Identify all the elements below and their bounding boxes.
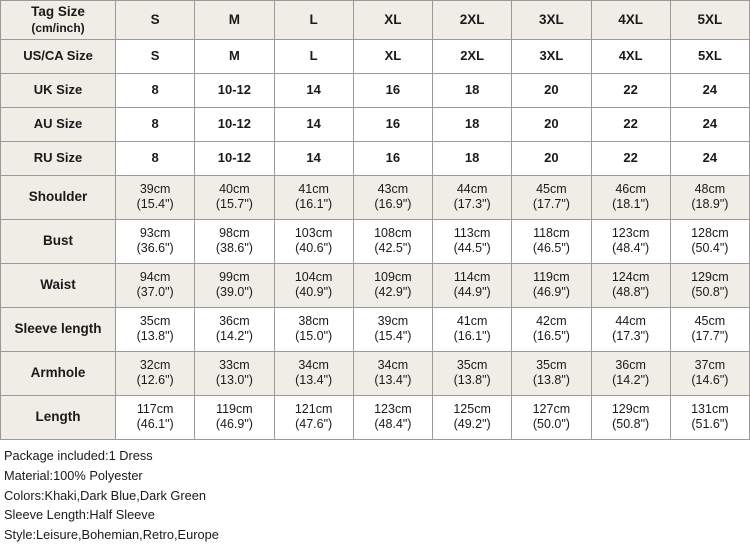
row-header-au-size: AU Size bbox=[1, 107, 116, 141]
value-cm: 123cm bbox=[611, 225, 650, 240]
value-cm: 123cm bbox=[374, 401, 412, 416]
row-header-length: Length bbox=[1, 395, 116, 439]
cell bbox=[195, 307, 274, 351]
value-cm: 39cm bbox=[377, 313, 409, 328]
cell: 20 bbox=[512, 141, 591, 175]
value-inch: (17.7") bbox=[691, 329, 729, 344]
cell bbox=[670, 219, 749, 263]
table-row bbox=[1, 395, 750, 439]
value-inch: (48.4") bbox=[374, 417, 412, 432]
cell bbox=[116, 395, 195, 439]
cell bbox=[353, 395, 432, 439]
value-inch: (36.6") bbox=[136, 241, 174, 256]
value-inch: (38.6") bbox=[215, 241, 253, 256]
value-cm: 119cm bbox=[533, 269, 570, 284]
cell bbox=[195, 351, 274, 395]
cell bbox=[591, 263, 670, 307]
row-header-shoulder: Shoulder bbox=[1, 175, 116, 219]
cell: 20 bbox=[512, 73, 591, 107]
cell bbox=[512, 263, 591, 307]
value-inch: (16.9") bbox=[374, 197, 412, 212]
value-cm: 117cm bbox=[136, 401, 174, 416]
row-header-ru-size: RU Size bbox=[1, 141, 116, 175]
cell: 3XL bbox=[512, 39, 591, 73]
value-inch: (15.0") bbox=[295, 329, 333, 344]
value-cm: 48cm bbox=[694, 181, 726, 196]
row-header-waist: Waist bbox=[1, 263, 116, 307]
cell bbox=[274, 395, 353, 439]
table-row bbox=[1, 351, 750, 395]
value-cm: 119cm bbox=[216, 401, 253, 416]
cell: 5XL bbox=[670, 1, 749, 40]
cell: 18 bbox=[433, 107, 512, 141]
value-inch: (50.4") bbox=[691, 241, 729, 256]
value-inch: (15.4") bbox=[374, 329, 412, 344]
value-inch: (14.2") bbox=[215, 329, 253, 344]
cell bbox=[195, 395, 274, 439]
cell bbox=[274, 307, 353, 351]
value-cm: 103cm bbox=[294, 225, 333, 240]
cell bbox=[353, 307, 432, 351]
cell bbox=[274, 175, 353, 219]
value-inch: (17.3") bbox=[453, 197, 491, 212]
cell bbox=[195, 219, 274, 263]
cell bbox=[116, 263, 195, 307]
value-inch: (16.5") bbox=[532, 329, 570, 344]
cell: S bbox=[116, 1, 195, 40]
value-inch: (50.8") bbox=[691, 285, 729, 300]
value-cm: 104cm bbox=[294, 269, 333, 284]
row-header-us-ca-size: US/CA Size bbox=[1, 39, 116, 73]
cell: S bbox=[116, 39, 195, 73]
value-inch: (40.6") bbox=[295, 241, 333, 256]
value-inch: (13.4") bbox=[374, 373, 412, 388]
value-inch: (46.5") bbox=[532, 241, 570, 256]
cell bbox=[116, 219, 195, 263]
cell: 16 bbox=[353, 107, 432, 141]
cell bbox=[195, 175, 274, 219]
cell: L bbox=[274, 1, 353, 40]
value-cm: 93cm bbox=[139, 225, 171, 240]
row-header-bust: Bust bbox=[1, 219, 116, 263]
cell bbox=[433, 351, 512, 395]
value-cm: 34cm bbox=[298, 357, 329, 372]
value-inch: (17.7") bbox=[532, 197, 570, 212]
cell bbox=[591, 219, 670, 263]
value-inch: (42.9") bbox=[374, 285, 412, 300]
cell bbox=[512, 307, 591, 351]
cell: 4XL bbox=[591, 1, 670, 40]
cell: M bbox=[195, 1, 274, 40]
value-cm: 34cm bbox=[377, 357, 409, 372]
cell: 14 bbox=[274, 73, 353, 107]
value-inch: (46.9") bbox=[532, 285, 570, 300]
note-colors: Colors:Khaki,Dark Blue,Dark Green bbox=[4, 487, 206, 503]
value-cm: 43cm bbox=[377, 181, 409, 196]
value-inch: (46.9") bbox=[215, 417, 253, 432]
note-material: Material:100% Polyester bbox=[4, 467, 143, 483]
cell: 3XL bbox=[512, 1, 591, 40]
value-inch: (50.0") bbox=[532, 417, 570, 432]
cell bbox=[512, 219, 591, 263]
value-inch: (48.4") bbox=[612, 241, 650, 256]
value-cm: 32cm bbox=[139, 357, 171, 372]
value-cm: 40cm bbox=[219, 181, 250, 196]
value-inch: (15.4") bbox=[136, 197, 174, 212]
cell bbox=[591, 351, 670, 395]
value-cm: 127cm bbox=[532, 401, 571, 416]
cell bbox=[433, 219, 512, 263]
cell: 2XL bbox=[433, 39, 512, 73]
cell: 16 bbox=[353, 73, 432, 107]
value-inch: (39.0") bbox=[215, 285, 253, 300]
product-details-notes bbox=[0, 440, 750, 545]
cell: 4XL bbox=[591, 39, 670, 73]
cell: 22 bbox=[591, 141, 670, 175]
value-cm: 129cm bbox=[691, 269, 729, 284]
cell: 18 bbox=[433, 73, 512, 107]
cell: XL bbox=[353, 1, 432, 40]
value-cm: 113cm bbox=[453, 225, 491, 240]
value-inch: (18.9") bbox=[691, 197, 729, 212]
cell bbox=[512, 395, 591, 439]
value-cm: 109cm bbox=[374, 269, 412, 284]
value-cm: 41cm bbox=[298, 181, 329, 196]
cell bbox=[353, 175, 432, 219]
value-cm: 41cm bbox=[456, 313, 488, 328]
table-row bbox=[1, 73, 750, 107]
cell: L bbox=[274, 39, 353, 73]
value-inch: (49.2") bbox=[453, 417, 491, 432]
cell bbox=[353, 263, 432, 307]
value-inch: (16.1") bbox=[453, 329, 491, 344]
cell bbox=[116, 175, 195, 219]
cell bbox=[512, 175, 591, 219]
value-inch: (18.1") bbox=[612, 197, 650, 212]
value-cm: 131cm bbox=[691, 401, 729, 416]
value-inch: (14.6") bbox=[691, 373, 729, 388]
cell: 24 bbox=[670, 107, 749, 141]
cell bbox=[670, 351, 749, 395]
cell bbox=[353, 351, 432, 395]
note-style: Style:Leisure,Bohemian,Retro,Europe bbox=[4, 527, 219, 543]
value-inch: (14.2") bbox=[612, 373, 650, 388]
value-cm: 33cm bbox=[219, 357, 250, 372]
cell: 14 bbox=[274, 107, 353, 141]
cell: 20 bbox=[512, 107, 591, 141]
cell: 5XL bbox=[670, 39, 749, 73]
value-cm: 124cm bbox=[611, 269, 650, 284]
table-row bbox=[1, 307, 750, 351]
value-inch: (51.6") bbox=[691, 417, 729, 432]
cell bbox=[116, 351, 195, 395]
cell: 18 bbox=[433, 141, 512, 175]
value-inch: (13.0") bbox=[215, 373, 253, 388]
table-row bbox=[1, 141, 750, 175]
cell: 2XL bbox=[433, 1, 512, 40]
cell: 14 bbox=[274, 141, 353, 175]
value-cm: 44cm bbox=[615, 313, 646, 328]
value-cm: 114cm bbox=[453, 269, 491, 284]
cell: 8 bbox=[116, 107, 195, 141]
cell bbox=[195, 263, 274, 307]
cell bbox=[591, 175, 670, 219]
value-cm: 118cm bbox=[533, 225, 570, 240]
value-inch: (16.1") bbox=[295, 197, 333, 212]
value-inch: (13.8") bbox=[136, 329, 174, 344]
value-cm: 35cm bbox=[456, 357, 488, 372]
value-cm: 108cm bbox=[374, 225, 412, 240]
value-cm: 98cm bbox=[219, 225, 250, 240]
cell: 10-12 bbox=[195, 73, 274, 107]
row-label-unit: (cm/inch) bbox=[31, 20, 85, 35]
row-header-sleeve-length: Sleeve length bbox=[1, 307, 116, 351]
cell: 22 bbox=[591, 73, 670, 107]
value-cm: 37cm bbox=[694, 357, 726, 372]
table-row bbox=[1, 1, 750, 40]
cell: XL bbox=[353, 39, 432, 73]
row-header-armhole: Armhole bbox=[1, 351, 116, 395]
cell bbox=[591, 307, 670, 351]
value-cm: 99cm bbox=[219, 269, 250, 284]
value-inch: (13.8") bbox=[453, 373, 491, 388]
cell bbox=[433, 175, 512, 219]
cell bbox=[353, 219, 432, 263]
cell bbox=[591, 395, 670, 439]
value-cm: 35cm bbox=[139, 313, 171, 328]
value-inch: (17.3") bbox=[612, 329, 650, 344]
value-inch: (15.7") bbox=[215, 197, 253, 212]
value-inch: (46.1") bbox=[136, 417, 174, 432]
value-cm: 128cm bbox=[691, 225, 729, 240]
table-row bbox=[1, 39, 750, 73]
value-inch: (44.5") bbox=[453, 241, 491, 256]
cell: 16 bbox=[353, 141, 432, 175]
cell bbox=[512, 351, 591, 395]
table-row bbox=[1, 175, 750, 219]
value-cm: 35cm bbox=[536, 357, 567, 372]
cell bbox=[670, 175, 749, 219]
cell: 10-12 bbox=[195, 141, 274, 175]
cell bbox=[433, 395, 512, 439]
cell: 24 bbox=[670, 141, 749, 175]
value-cm: 125cm bbox=[453, 401, 491, 416]
value-inch: (50.8") bbox=[612, 417, 650, 432]
value-inch: (40.9") bbox=[295, 285, 333, 300]
value-cm: 129cm bbox=[611, 401, 650, 416]
row-header-uk-size: UK Size bbox=[1, 73, 116, 107]
row-header-tag-size bbox=[1, 1, 116, 40]
cell: 22 bbox=[591, 107, 670, 141]
value-cm: 45cm bbox=[536, 181, 567, 196]
cell bbox=[274, 351, 353, 395]
value-inch: (13.8") bbox=[532, 373, 570, 388]
cell bbox=[670, 263, 749, 307]
value-inch: (48.8") bbox=[612, 285, 650, 300]
cell: 24 bbox=[670, 73, 749, 107]
table-row bbox=[1, 219, 750, 263]
value-cm: 46cm bbox=[615, 181, 646, 196]
value-cm: 44cm bbox=[456, 181, 488, 196]
value-cm: 42cm bbox=[536, 313, 567, 328]
value-inch: (37.0") bbox=[136, 285, 174, 300]
note-sleeve-length: Sleeve Length:Half Sleeve bbox=[4, 507, 155, 523]
row-label: Tag Size bbox=[31, 4, 85, 19]
cell: M bbox=[195, 39, 274, 73]
cell bbox=[670, 395, 749, 439]
value-inch: (47.6") bbox=[295, 417, 333, 432]
value-cm: 39cm bbox=[139, 181, 171, 196]
cell bbox=[116, 307, 195, 351]
cell: 8 bbox=[116, 73, 195, 107]
value-inch: (42.5") bbox=[374, 241, 412, 256]
note-package-included: Package included:1 Dress bbox=[4, 447, 153, 463]
cell bbox=[670, 307, 749, 351]
value-cm: 94cm bbox=[139, 269, 171, 284]
value-cm: 45cm bbox=[694, 313, 726, 328]
value-cm: 36cm bbox=[615, 357, 646, 372]
cell bbox=[433, 307, 512, 351]
value-inch: (44.9") bbox=[453, 285, 491, 300]
cell: 10-12 bbox=[195, 107, 274, 141]
cell bbox=[274, 263, 353, 307]
value-cm: 121cm bbox=[294, 401, 333, 416]
value-inch: (12.6") bbox=[136, 373, 174, 388]
cell bbox=[274, 219, 353, 263]
table-row bbox=[1, 263, 750, 307]
table-row bbox=[1, 107, 750, 141]
value-cm: 36cm bbox=[219, 313, 250, 328]
value-cm: 38cm bbox=[298, 313, 329, 328]
cell: 8 bbox=[116, 141, 195, 175]
value-inch: (13.4") bbox=[295, 373, 333, 388]
cell bbox=[433, 263, 512, 307]
